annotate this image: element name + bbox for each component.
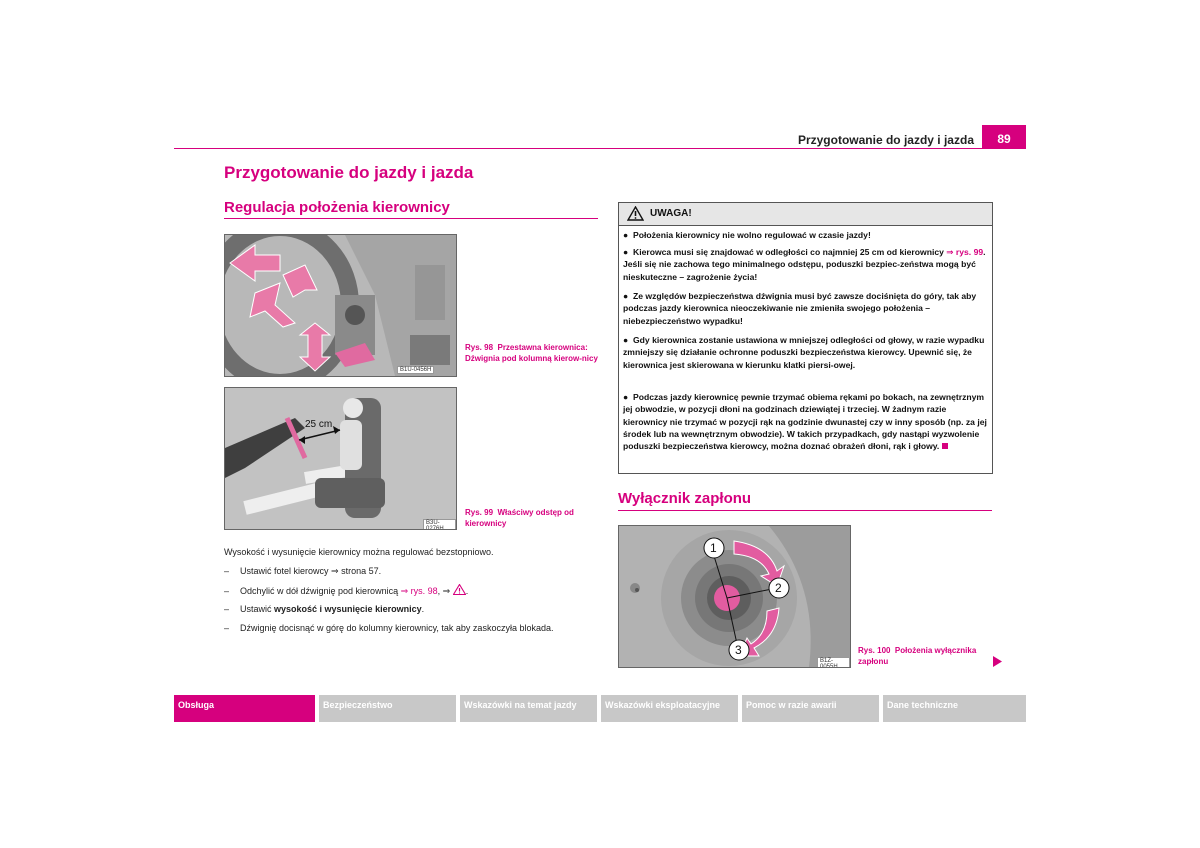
step-2: – Odchylić w dół dźwignię pod kierownicą ⇒ rys. 98, ⇒ . — [224, 586, 469, 596]
nav-tab-dane-techniczne[interactable]: Dane techniczne — [883, 695, 1026, 722]
figure-98-link[interactable]: ⇒ rys. 98 — [400, 586, 438, 596]
header-rule — [174, 148, 1026, 149]
figure-100-ignition-switch — [618, 525, 851, 668]
nav-tab-wskazowki-jazdy[interactable]: Wskazówki na temat jazdy — [460, 695, 597, 722]
page-number: 89 — [982, 125, 1026, 149]
page-title: Przygotowanie do jazdy i jazda — [224, 163, 474, 182]
step-1: – Ustawić fotel kierowcy ⇒ strona 57. — [224, 566, 382, 576]
step-3: – Ustawić wysokość i wysunięcie kierownicy. — [224, 604, 425, 614]
figure-99-caption-text: Właściwy odstęp od kierownicy — [465, 508, 574, 528]
warning-icon[interactable] — [453, 584, 466, 595]
section-rule — [618, 510, 992, 511]
warning-item: ● Ze względów bezpieczeństwa dźwignia musi być zawsze dociśnięta do góry, tak aby podczas jazdy kierownica nieoczekiwanie nie zmieniła swojego położenia – niebezpieczeństwo wypadku! — [623, 291, 977, 326]
figure-code: B1U-0456H — [397, 366, 434, 374]
warning-box — [618, 202, 993, 474]
figure-99-caption-number: Rys. 99 — [465, 508, 494, 517]
figure-99-caption — [465, 507, 598, 529]
figure-98-caption-number: Rys. 98 — [465, 343, 494, 352]
warning-title: UWAGA! — [650, 208, 692, 219]
warning-item: ● Położenia kierownicy nie wolno regulować w czasie jazdy! — [623, 230, 871, 240]
nav-tab-pomoc[interactable]: Pomoc w razie awarii — [742, 695, 879, 722]
warning-triangle-icon — [627, 206, 644, 221]
nav-tab-wskazowki-eksploatacyjne[interactable]: Wskazówki eksploatacyjne — [601, 695, 738, 722]
figure-98-steering-adjust — [224, 234, 457, 377]
figure-100-caption-number: Rys. 100 — [858, 646, 891, 655]
position-label-2: 2 — [775, 581, 782, 595]
figure-code: B1Z-0055H — [817, 657, 850, 668]
section-title-steering: Regulacja położenia kierownicy — [224, 199, 450, 216]
warning-header — [619, 203, 992, 226]
section-title-ignition: Wyłącznik zapłonu — [618, 490, 752, 507]
end-of-section-marker — [942, 443, 948, 449]
distance-label: 25 cm — [305, 419, 333, 430]
warning-item: ● Kierowca musi się znajdować w odległości co najmniej 25 cm od kierownicy ⇒ rys. 99. Jeśli się nie zachowa tego minimalnego odstępu, poduszki bezpiec-zeństwa mogą być nieskuteczne – zagrożenie życia! — [623, 247, 986, 282]
nav-tab-bezpieczenstwo[interactable]: Bezpieczeństwo — [319, 695, 456, 722]
figure-100-caption-text: Położenia wyłącznika zapłonu — [858, 646, 977, 666]
step-4: – Dźwignię docisnąć w górę do kolumny kierownicy, tak aby zaskoczyła blokada. — [224, 623, 554, 633]
next-page-arrow-icon[interactable] — [993, 656, 1002, 667]
figure-100-caption — [858, 645, 991, 667]
section-rule — [224, 218, 598, 219]
figure-99-driver-distance — [224, 387, 457, 530]
position-label-1: 1 — [710, 541, 717, 555]
warning-item: ● Gdy kierownica zostanie ustawiona w mniejszej odległości od głowy, w razie wypadku zmniejszy się działanie ochronne poduszki bezpieczeństwa kierowcy. Upewnić się, że kierownica jest skierowana w kierunku klatki piersi-owej. — [623, 335, 985, 370]
position-label-3: 3 — [735, 643, 742, 657]
running-header-title: Przygotowanie do jazdy i jazda — [797, 133, 974, 147]
figure-98-caption — [465, 342, 598, 364]
figure-99-link[interactable]: ⇒ rys. 99 — [946, 247, 984, 257]
figure-98-caption-text: Przestawna kierownica: Dźwignia pod kolumną kierow-nicy — [465, 343, 598, 363]
warning-item: ● Podczas jazdy kierownicę pewnie trzymać obiema rękami po bokach, na zewnętrznym jej obwodzie, w pozycji dłoni na godzinach dziewiątej i trzeciej. W żadnym razie kierownicy nie trzymać w pozycji rąk na godzinie dwunastej czy w inny sposób (np. za jej środek lub na wewnętrznym obwodzie). W takich przypadkach, gdy nastąpi wyzwolenie poduszki bezpieczeństwa kierowcy, można doznać obrażeń dłoni, rąk i głowy. — [623, 392, 987, 452]
intro-paragraph: Wysokość i wysunięcie kierownicy można regulować bezstopniowo. — [224, 547, 494, 557]
figure-code: B3U-0276H — [423, 519, 456, 530]
nav-tab-obsluga[interactable]: Obsługa — [174, 695, 315, 722]
